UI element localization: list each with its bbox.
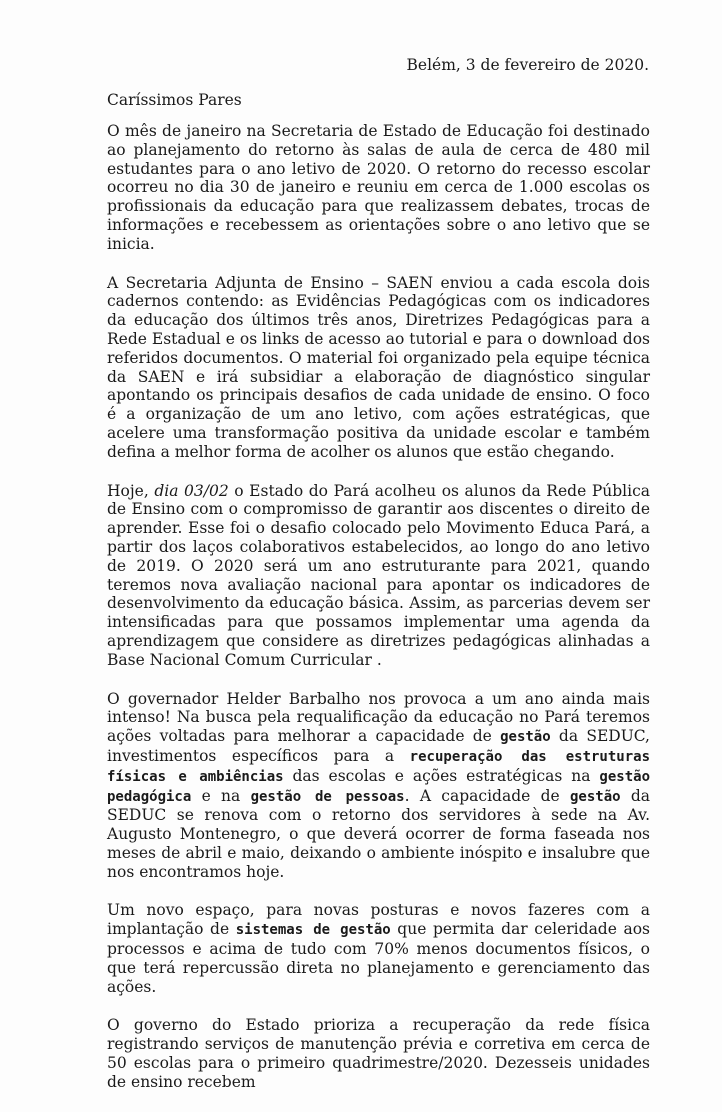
paragraph-3 <box>107 482 650 670</box>
p5-bold-sistemas: sistemas de gestão <box>235 922 391 939</box>
letter-body <box>107 122 650 1112</box>
paragraph-1: O mês de janeiro na Secretaria de Estado de Educação foi destinado ao planejamento do retorno às salas de aula de cerca de 480 mil estudantes para o ano letivo de 2020. O retorno do recesso escolar ocorreu no dia 30 de janeiro e reuniu em cerca de 1.000 escolas os profissionais da educação para que realizassem debates, trocas de informações e recebessem as orientações sobre o ano letivo que se inicia. <box>107 122 650 253</box>
p3-date-italic: dia 03/02 <box>154 481 229 500</box>
p4-text-i: . A capacidade de <box>404 786 570 805</box>
paragraph-4 <box>107 690 650 882</box>
p4-bold-gestao-1: gestão <box>500 729 551 746</box>
p4-text-g: e na <box>191 786 251 805</box>
p4-text-e: das escolas e ações estratégicas na <box>283 766 600 785</box>
paragraph-6: O governo do Estado prioriza a recuperação da rede física registrando serviços de manutenção prévia e corretiva em cerca de 50 escolas para o primeiro quadrimestre/2020. Dezesseis unidades de ensino recebem <box>107 1016 650 1091</box>
p5-text-a: Um novo espaço, para novas posturas e novos fazeres com a implantação de <box>107 901 650 939</box>
p4-bold-gestao-pessoas: gestão de pessoas <box>250 788 405 805</box>
letter-greeting: Caríssimos Pares <box>107 91 242 109</box>
paragraph-5 <box>107 901 650 996</box>
letter-date: Belém, 3 de fevereiro de 2020. <box>406 56 649 74</box>
p4-text-k: da SEDUC se renova com o retorno dos servidores à sede na Av. Augusto Montenegro, o que deverá ocorrer de forma faseada nos meses de abril e maio, deixando o ambiente inóspito e insalubre que nos encontramos hoje. <box>107 786 651 881</box>
paragraph-2: A Secretaria Adjunta de Ensino – SAEN enviou a cada escola dois cadernos contendo: as Evidências Pedagógicas com os indicadores da educação dos últimos três anos, Diretrizes Pedagógicas para a Rede Estadual e os links de acesso ao tutorial e para o download dos referidos documentos. O material foi organizado pela equipe técnica da SAEN e irá subsidiar a elaboração de diagnóstico singular apontando os principais desafios de cada unidade de ensino. O foco é a organização de um ano letivo, com ações estratégicas, que acelere uma transformação positiva da unidade escolar e também defina a melhor forma de acolher os alunos que estão chegando. <box>107 273 650 461</box>
p4-bold-gestao-2: gestão <box>569 788 621 805</box>
p3-text-c: o Estado do Pará acolheu os alunos da Rede Pública de Ensino com o compromisso de garantir aos discentes o direito de aprender. Esse foi o desafio colocado pelo Movimento Educa Pará, a partir dos laços colaborativos estabelecidos, ao longo do ano letivo de 2019. O 2020 será um ano estruturante para 2021, quando teremos nova avaliação nacional para apontar os indicadores de desenvolvimento da educação básica. Assim, as parcerias devem ser intensificadas para que possamos implementar uma agenda da aprendizagem que considere as diretrizes pedagógicas alinhadas a Base Nacional Comum Curricular . <box>107 481 650 669</box>
p4-text-c: da SEDUC, investimentos específicos para a <box>107 727 650 765</box>
p4-text-a: O governador Helder Barbalho nos provoca a um ano ainda mais intenso! Na busca pela requalificação da educação no Pará teremos ações voltadas para melhorar a capacidade de <box>107 689 650 746</box>
p4-bold-gestao-pedagogica: gestão pedagógica <box>107 768 650 805</box>
p3-text-a: Hoje, <box>107 481 155 500</box>
p4-bold-recuperacao: recuperação das estruturas físicas e ambiências <box>107 748 650 785</box>
p5-text-c: que permita dar celeridade aos processos e acima de tudo com 70% menos documentos físicos, o que terá repercussão direta no planejamento e gerenciamento das ações. <box>107 920 650 996</box>
